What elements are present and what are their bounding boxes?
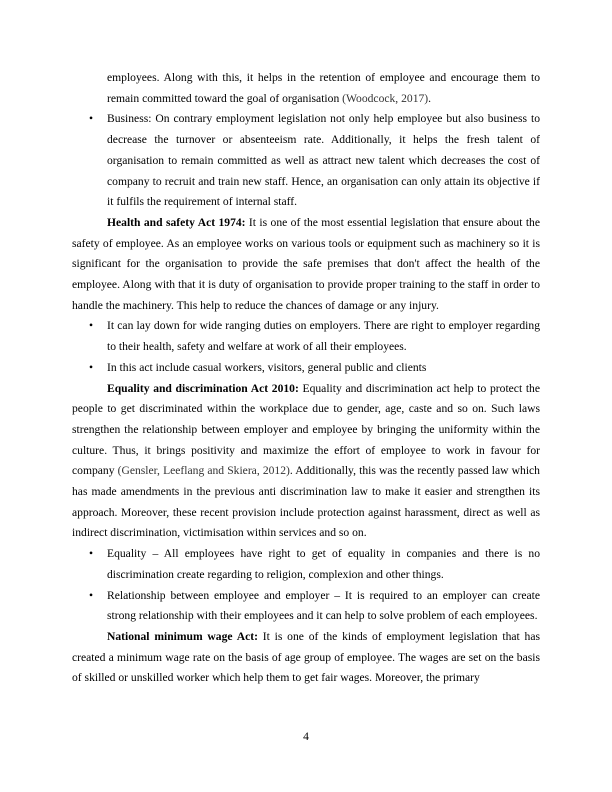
intro-paragraph bbox=[107, 68, 540, 109]
equality-body-after: . Additionally, this was the recently passed law which has made amendments in the previous anti discrimination law to make it easier and strengthen its approach. Moreover, these recent provision include protection against harassment, direct as well as indirect discrimination, victimisation within services and so on. bbox=[72, 464, 540, 540]
equality-paragraph bbox=[72, 379, 540, 545]
bullet-icon: • bbox=[89, 112, 94, 126]
equality-heading: Equality and discrimination Act 2010: bbox=[107, 381, 299, 395]
health-safety-heading: Health and safety Act 1974: bbox=[107, 215, 246, 229]
equality-bullet-text: Equality – All employees have right to get of equality in companies and there is no discrimination create regarding to religion, complexion and other things. bbox=[107, 547, 540, 581]
health-safety-paragraph bbox=[72, 213, 540, 317]
health-safety-bullet-list bbox=[72, 316, 540, 378]
intro-end: . bbox=[428, 91, 432, 105]
page-number: 4 bbox=[303, 730, 309, 743]
health-bullet-text: In this act include casual workers, visitors, general public and clients bbox=[107, 360, 427, 374]
equality-bullet-list bbox=[72, 544, 540, 627]
bullet-icon: • bbox=[89, 588, 94, 602]
bullet-icon: • bbox=[89, 547, 94, 561]
minimum-wage-paragraph bbox=[72, 627, 540, 689]
minimum-wage-body: It is one of the kinds of employment legislation that has created a minimum wage rate on the basis of age group of employee. The wages are set on the basis of skilled or unskilled worker which help them to get fair wages. Moreover, the primary bbox=[72, 629, 541, 685]
list-item bbox=[72, 316, 540, 357]
document-body bbox=[72, 68, 540, 689]
business-bullet-list bbox=[72, 109, 540, 213]
bullet-icon: • bbox=[89, 319, 94, 333]
list-item bbox=[72, 544, 540, 585]
bullet-business-text: Business: On contrary employment legislation not only help employee but also business to decrease the turnover or absenteeism rate. Additionally, it helps the fresh talent of organisation to remain committed as well as attract new talent which decreases the cost of company to recruit and train new staff. Hence, an organisation can only attain its objective if it fulfils the requirement of internal staff. bbox=[107, 112, 540, 209]
equality-body-before: Equality and discrimination act help to protect the people to get discriminated within the workplace due to gender, age, caste and so on. Such laws strengthen the relationship between employer and employee by bringing the uniformity within the culture. Thus, it brings positivity and maximize the effort of employee to work in favour for company bbox=[72, 381, 541, 478]
health-safety-body: It is one of the most essential legislation that ensure about the safety of employee. As an employee works on various tools or equipment such as machinery so it is significant for the organisation to provide the safe premises that don't affect the health of the employee. Along with that it is duty of organisation to provide proper training to the staff in order to handle the machinery. This help to reduce the chances of damage or any injury. bbox=[72, 215, 540, 312]
list-item bbox=[72, 586, 540, 627]
citation-woodcock: (Woodcock, 2017) bbox=[342, 91, 429, 105]
minimum-wage-heading: National minimum wage Act: bbox=[107, 629, 258, 643]
citation-gensler: (Gensler, Leeflang and Skiera, 2012) bbox=[117, 464, 290, 478]
bullet-icon: • bbox=[89, 360, 94, 374]
equality-bullet-text: Relationship between employee and employer – It is required to an employer can create strong relationship with their employees and it can help to solve problem of each employees. bbox=[107, 588, 540, 623]
intro-text: employees. Along with this, it helps in the retention of employee and encourage them to remain committed toward the goal of organisation bbox=[107, 71, 540, 105]
list-item bbox=[72, 358, 540, 379]
list-item bbox=[72, 109, 540, 213]
health-bullet-text: It can lay down for wide ranging duties on employers. There are right to employer regarding to their health, safety and welfare at work of all their employees. bbox=[107, 319, 540, 354]
